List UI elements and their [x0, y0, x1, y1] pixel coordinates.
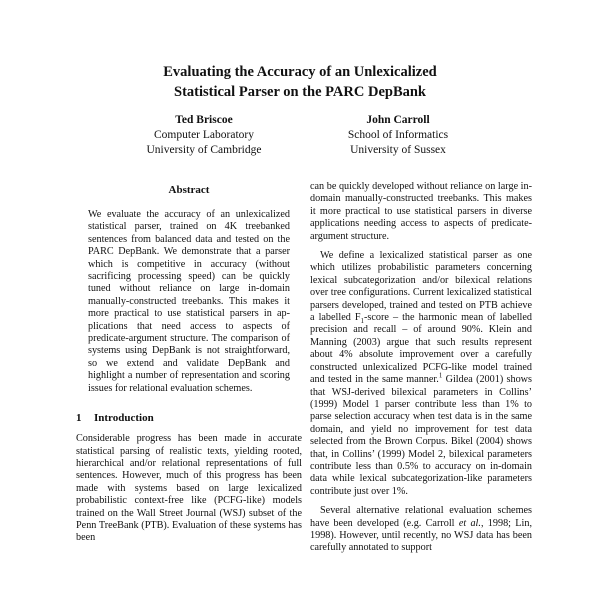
author-block	[298, 113, 498, 158]
author-block	[104, 113, 304, 158]
paragraph-text: , 1998; Lin, 1998). However, until recently, no WSJ data has been carefully annotated to support	[310, 517, 533, 554]
section-title: Introduction	[94, 412, 154, 425]
body-paragraph: can be quickly developed without reliance on large in-domain manually-constructed treebanks. This makes it more practical to use statistical parsers in diverse applications needing access to aspects of predicate-argument structure.	[310, 181, 532, 242]
footnote-marker: 1	[438, 371, 443, 380]
section-number: 1	[76, 412, 82, 425]
abstract-heading: Abstract	[168, 184, 210, 196]
left-column	[76, 183, 302, 545]
title-line-1: Evaluating the Accuracy of an Unlexicalized	[163, 64, 437, 80]
paragraph-text: Gildea (2001) shows that WSJ-derived bilexical parameters in Collins’ (1999) Model 1 parser contribute less than 1% to parse selection accuracy when test data is in the same domain, and yield no improvement for test data selected from the Brown Corpus. Bikel (2004) shows that, in Collins’ (1999) Model 2, bilexical parameters contribute less than 0.5% to accuracy on in-domain data while lexical subcategorization-like parameters contribute just over 1%.	[310, 374, 532, 497]
etal-text: et al.	[458, 517, 481, 529]
paragraph-text: We define a lexicalized statistical parser as one which utilizes probabilistic parameters concerning lexical subcategorization and/or bilexical relations over tree configurations. Current lexicalized statistical parsers developed, trained and tested on PTB achieve a labelled F	[310, 250, 532, 324]
intro-paragraph: Considerable progress has been made in accurate statistical parsing of realistic texts, yielding rooted, hierarchical and/or relational representations of full sentences. However, much of this progress has been made with systems based on large lexicalized probabilistic context-free like (PCFG-like) models trained on the Wall Street Journal (WSJ) subset of the Penn TreeBank (PTB). Evaluation of these systems has been	[76, 433, 302, 544]
author-university: University of Sussex	[350, 144, 446, 156]
paper-title	[0, 62, 600, 102]
subscript: 1	[360, 317, 365, 326]
abstract-text: We evaluate the accuracy of an unlexicalized statistical parser, trained on 4K treebanked sentences from balanced data and tested on the PARC DepBank. We demonstrate that a parser which is competitive in accuracy (without sacrificing processing speed) can be quickly tuned without reliance on large in-domain manually-constructed treebanks. This makes it more practical to use statistical parsers in applications that need access to aspects of predicate-argument structure. The comparison of systems using DepBank is not straightforward, so we extend and validate DepBank and highlight a number of representation and scoring issues for relational evaluation schemes.	[88, 209, 290, 394]
section-heading	[76, 411, 302, 425]
author-department: Computer Laboratory	[154, 129, 254, 141]
paragraph-text: -score – the harmonic mean of labelled precision and recall – of around 90%. Klein and Manning (2003) argue that such results represent about 4% absolute improvement over a carefully constructed unlexicalized PCFG-like model trained and tested in the same manner.	[310, 312, 532, 386]
author-name: Ted Briscoe	[175, 114, 233, 126]
body-paragraph	[310, 250, 532, 498]
author-department: School of Informatics	[347, 129, 449, 141]
right-column	[310, 181, 532, 555]
author-name: John Carroll	[366, 114, 430, 126]
paragraph-text: Several alternative relational evaluation schemes have been developed (e.g. Carroll	[310, 505, 532, 529]
body-paragraph	[310, 505, 532, 555]
title-line-2: Statistical Parser on the PARC DepBank	[174, 84, 426, 100]
author-university: University of Cambridge	[146, 144, 262, 156]
